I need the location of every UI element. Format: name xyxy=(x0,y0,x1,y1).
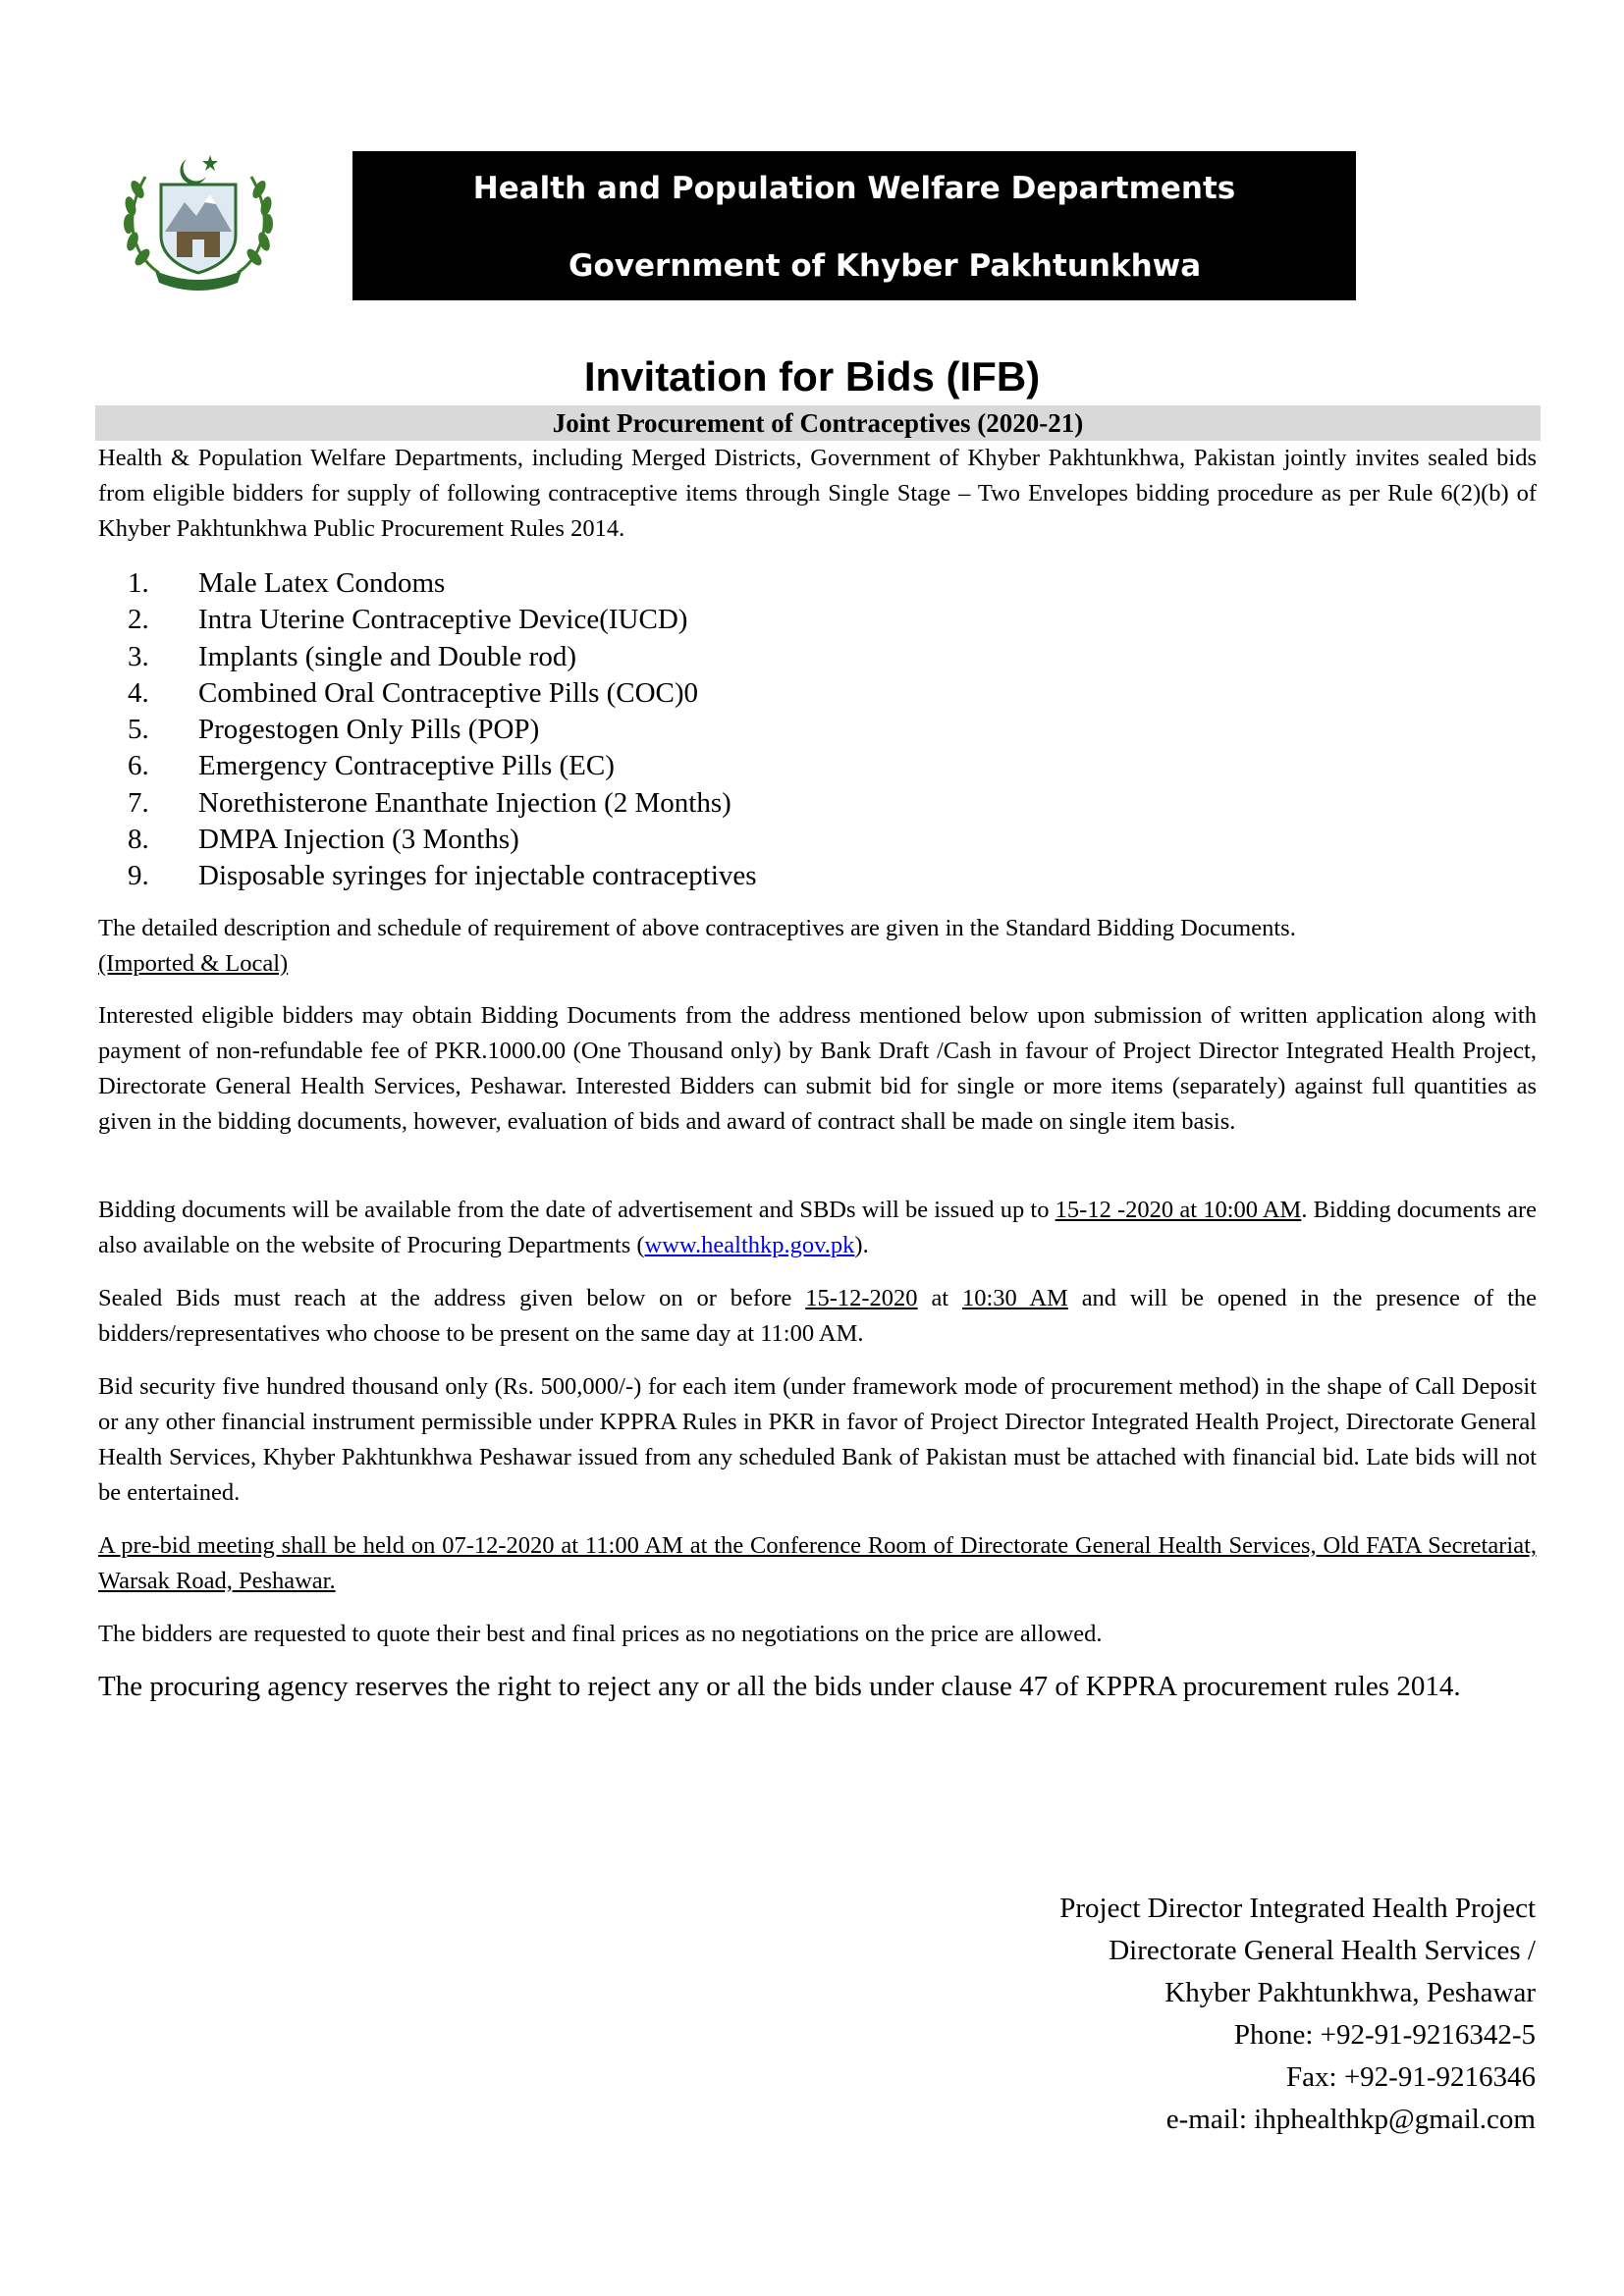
website-text: Bidding documents are also available on the website of Procuring Departments ( xyxy=(98,1197,1538,1258)
sealed-bids-at: at xyxy=(931,1285,949,1311)
sealed-bids-rest: and will be opened in the presence of the bidders/representatives who choose to be present on the same day at 11:00 AM. xyxy=(98,1285,1538,1347)
reserve-right-paragraph: The procuring agency reserves the right to reject any or all the bids under clause 47 of KPPRA procurement rules 2014. xyxy=(98,1671,1461,1702)
website-close: ). xyxy=(854,1232,869,1258)
description-paragraph xyxy=(98,911,1537,982)
list-item xyxy=(128,639,757,675)
final-prices-paragraph: The bidders are requested to quote their best and final prices as no negotiations on the price are allowed. xyxy=(98,1621,1103,1647)
item-number: 5. xyxy=(128,714,149,746)
list-item xyxy=(128,748,757,784)
item-number: 7. xyxy=(128,786,149,819)
item-number: 6. xyxy=(128,750,149,782)
header-banner xyxy=(352,151,1356,300)
item-label: Combined Oral Contraceptive Pills (COC)0 xyxy=(198,676,699,709)
item-label: Implants (single and Double rod) xyxy=(198,640,576,672)
list-item xyxy=(128,858,757,894)
item-label: Emergency Contraceptive Pills (EC) xyxy=(198,750,615,782)
item-number: 2. xyxy=(128,604,149,636)
submission-date: 15-12-2020 xyxy=(805,1285,918,1311)
availability-period: . xyxy=(1301,1197,1308,1223)
email-address: e-mail: ihphealthkp@gmail.com xyxy=(1165,2104,1536,2135)
item-label: Disposable syringes for injectable contraceptives xyxy=(198,860,757,892)
list-item xyxy=(128,602,757,638)
signature-line1: Project Director Integrated Health Project xyxy=(1059,1893,1536,1924)
availability-text: Bidding documents will be available from the date of advertisement and SBDs will be issued up to xyxy=(98,1197,1050,1223)
sealed-bids-text: Sealed Bids must reach at the address given below on or before xyxy=(98,1285,792,1311)
item-label: Progestogen Only Pills (POP) xyxy=(198,714,540,746)
list-item xyxy=(128,822,757,858)
item-number: 1. xyxy=(128,567,149,599)
availability-paragraph xyxy=(98,1193,1537,1263)
issue-deadline: 15-12 -2020 at 10:00 AM xyxy=(1055,1197,1302,1223)
department-title: Health and Population Welfare Departments xyxy=(472,171,1236,206)
page-title: Invitation for Bids (IFB) xyxy=(583,353,1041,400)
item-label: Norethisterone Enanthate Injection (2 Months) xyxy=(198,786,731,819)
bid-security-paragraph: Bid security five hundred thousand only (Rs. 500,000/-) for each item (under framework mode of procurement method) in the shape of Call Deposit or any other financial instrument permissible under KPPRA Rules in PKR in favor of Project Director Integrated Health Project, Directorate General Health Services, Khyber Pakhtunkhwa Peshawar issued from any scheduled Bank of Pakistan must be attached with financial bid. Late bids will not be entertained. xyxy=(98,1373,1537,1506)
description-note: (Imported & Local) xyxy=(98,950,289,977)
item-number: 4. xyxy=(128,676,149,709)
list-item xyxy=(128,565,757,602)
description-text: The detailed description and schedule of requirement of above contraceptives are given in the Standard Bidding Documents. xyxy=(98,915,1296,941)
obtain-documents-paragraph: Interested eligible bidders may obtain Bidding Documents from the address mentioned below upon submission of written application along with payment of non-refundable fee of PKR.1000.00 (One Thousand only) by Bank Draft /Cash in favour of Project Director Integrated Health Project, Directorate General Health Services, Peshawar. Interested Bidders can submit bid for single or more items (separately) against full quantities as given in the bidding documents, however, evaluation of bids and award of contract shall be made on single item basis. xyxy=(98,1002,1537,1135)
pre-bid-meeting-paragraph: A pre-bid meeting shall be held on 07-12-2020 at 11:00 AM at the Conference Room of Directorate General Health Services, Old FATA Secretariat, Warsak Road, Peshawar. xyxy=(98,1532,1537,1594)
sealed-bids-paragraph xyxy=(98,1281,1537,1352)
government-title: Government of Khyber Pakhtunkhwa xyxy=(568,248,1202,284)
item-number: 8. xyxy=(128,824,149,856)
intro-paragraph: Health & Population Welfare Departments, including Merged Districts, Government of Khyber Pakhtunkhwa, Pakistan jointly invites sealed bids from eligible bidders for supply of following contraceptive items through Single Stage – Two Envelopes bidding procedure as per Rule 6(2)(b) of Khyber Pakhtunkhwa Public Procurement Rules 2014. xyxy=(98,445,1537,542)
website-link[interactable]: www.healthkp.gov.pk xyxy=(644,1232,855,1258)
signature-line3: Khyber Pakhtunkhwa, Peshawar xyxy=(1164,1977,1536,2008)
khyber-pakhtunkhwa-emblem-icon xyxy=(116,145,281,293)
list-item xyxy=(128,712,757,748)
contraceptive-item-list xyxy=(128,565,757,895)
item-label: DMPA Injection (3 Months) xyxy=(198,824,519,856)
submission-time: 10:30 AM xyxy=(962,1285,1068,1311)
fax-number: Fax: +92-91-9216346 xyxy=(1286,2061,1536,2093)
subtitle-bar: Joint Procurement of Contraceptives (2020-21) xyxy=(95,405,1541,441)
item-number: 9. xyxy=(128,860,149,892)
list-item xyxy=(128,675,757,712)
signature-block xyxy=(1059,1888,1536,2141)
item-label: Intra Uterine Contraceptive Device(IUCD) xyxy=(198,604,688,636)
phone-number: Phone: +92-91-9216342-5 xyxy=(1233,2019,1536,2051)
item-number: 3. xyxy=(128,640,149,672)
item-label: Male Latex Condoms xyxy=(198,567,446,599)
signature-line2: Directorate General Health Services / xyxy=(1109,1935,1536,1966)
list-item xyxy=(128,785,757,822)
